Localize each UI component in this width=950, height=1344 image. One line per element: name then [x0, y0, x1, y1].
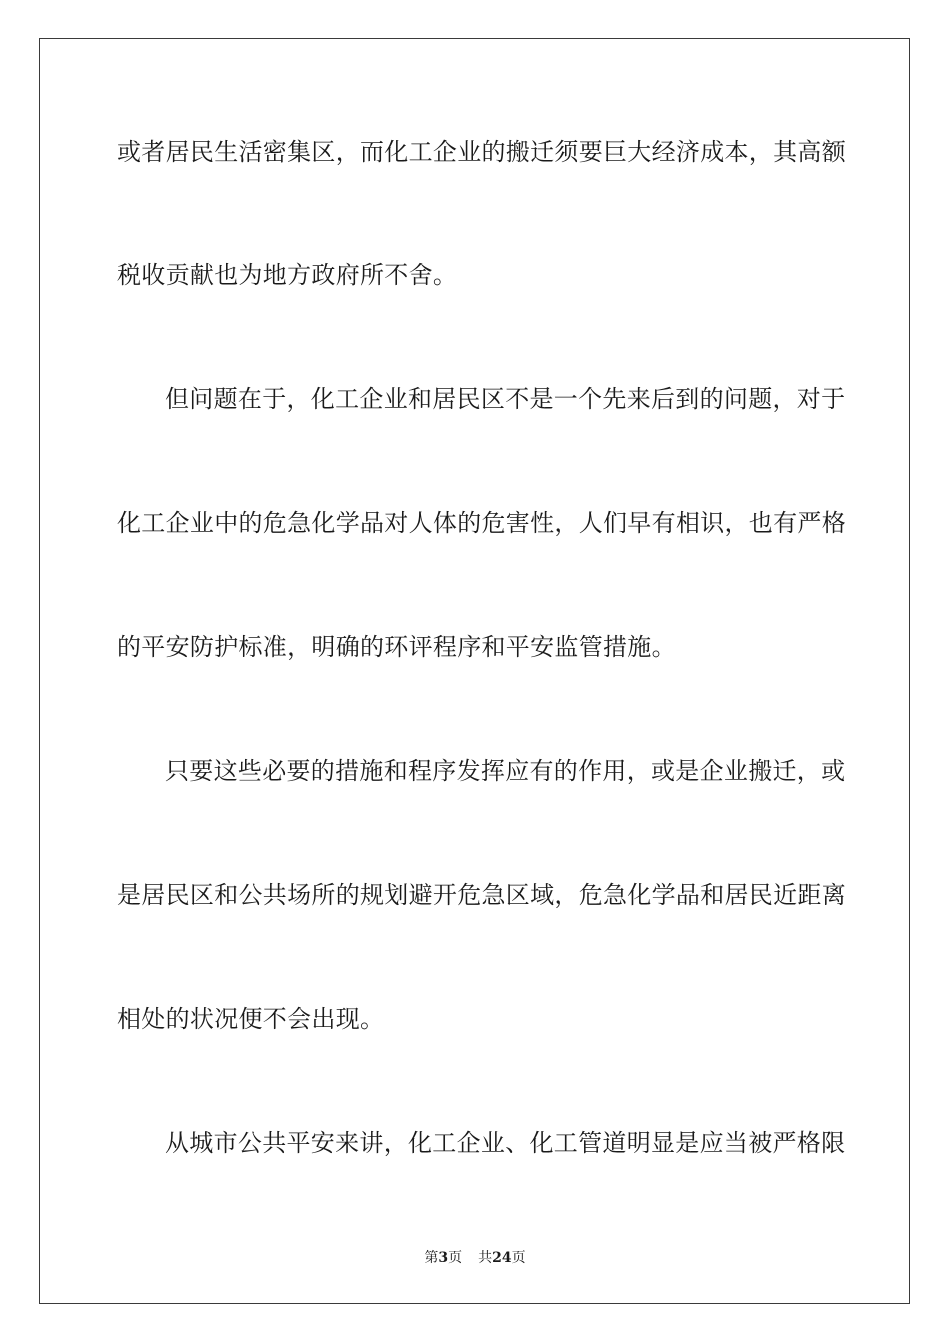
paragraph-line: 但问题在于，化工企业和居民区不是一个先来后到的问题，对于	[165, 385, 846, 413]
total-prefix: 共	[478, 1250, 493, 1266]
paragraph-line: 相处的状况便不会出现。	[117, 1005, 385, 1033]
paragraph-line: 是居民区和公共场所的规划避开危急区域，危急化学品和居民近距离	[117, 881, 846, 909]
page-total: 24	[492, 1250, 512, 1266]
page-prefix: 第	[424, 1250, 439, 1266]
paragraph-line: 化工企业中的危急化学品对人体的危害性，人们早有相识，也有严格	[117, 509, 846, 537]
paragraph-line: 的平安防护标准，明确的环评程序和平安监管措施。	[117, 633, 676, 661]
page-unit: 页	[448, 1250, 463, 1266]
paragraph-line: 或者居民生活密集区，而化工企业的搬迁须要巨大经济成本，其高额	[117, 138, 846, 166]
paragraph-line: 税收贡献也为地方政府所不舍。	[117, 261, 458, 289]
total-unit: 页	[511, 1250, 526, 1266]
page-current: 3	[438, 1250, 449, 1266]
paragraph-line: 只要这些必要的措施和程序发挥应有的作用，或是企业搬迁，或	[165, 757, 846, 785]
page-footer	[0, 1247, 950, 1267]
page-border	[39, 38, 910, 1304]
paragraph-line: 从城市公共平安来讲，化工企业、化工管道明显是应当被严格限	[165, 1129, 846, 1157]
